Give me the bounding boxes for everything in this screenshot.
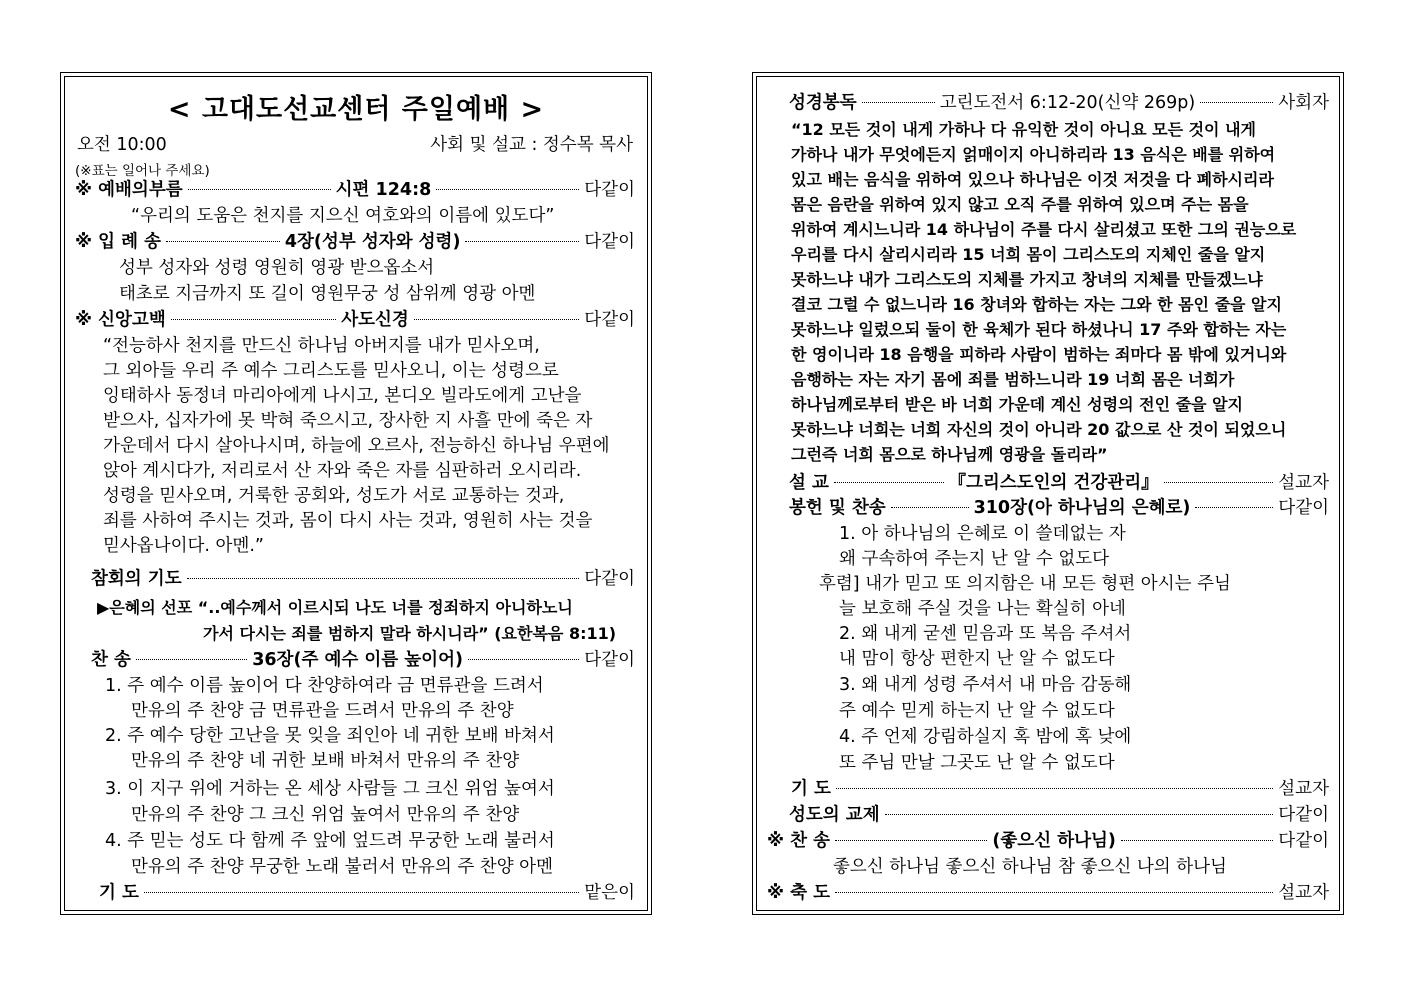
- creed-line: 잉태하사 동정녀 마리아에게 나시고, 본디오 빌라도에게 고난을: [103, 386, 582, 406]
- order-participant: 다같이: [584, 569, 635, 589]
- leader-dots: [136, 659, 247, 660]
- leader-dots: [1121, 840, 1273, 841]
- order-participant: 다같이: [584, 650, 635, 670]
- scripture-line: 그런즉 너희 몸으로 하나님께 영광을 돌리라”: [791, 445, 1108, 464]
- leader-dots: [836, 788, 1273, 789]
- leader-dots: [187, 578, 580, 579]
- order-participant: 다같이: [1278, 805, 1329, 825]
- leader-dots: [834, 482, 944, 483]
- offering-lyric-line: 내 맘이 항상 편한지 난 알 수 없도다: [839, 649, 1115, 669]
- order-participant: 설교자: [1278, 779, 1329, 799]
- scripture-line: 음행하는 자는 자기 몸에 죄를 범하느니라 19 너희 몸은 너희가: [791, 370, 1235, 389]
- leader-dots: [468, 659, 579, 660]
- service-leader: 사회 및 설교 : 정수목 목사: [430, 135, 633, 155]
- order-reference: 310장(아 하나님의 은혜로): [973, 498, 1191, 518]
- order-label: ※ 예배의부름: [75, 180, 183, 200]
- offering-lyric-line: 후렴] 내가 믿고 또 의지함은 내 모든 형편 아시는 주님: [819, 574, 1231, 594]
- offering-lyric-line: 3. 왜 내게 성령 주셔서 내 마음 감동해: [839, 675, 1132, 695]
- page-title: < 고대도선교센터 주일예배 >: [167, 94, 545, 125]
- hymn-lyric-line: 만유의 주 찬양 네 귀한 보배 바쳐서 만유의 주 찬양: [131, 751, 520, 771]
- order-prayer: [99, 881, 635, 906]
- offering-lyric-line: 4. 주 언제 강림하실지 혹 밤에 혹 낮에: [839, 727, 1132, 747]
- leader-dots: [436, 189, 579, 190]
- offering-lyric-line: 1. 아 하나님의 은혜로 이 쓸데없는 자: [839, 524, 1126, 544]
- offering-lyric-line: 또 주님 만날 그곳도 난 알 수 없도다: [839, 753, 1115, 773]
- creed-line: 받으사, 십자가에 못 박혀 죽으시고, 장사한 지 사흘 만에 죽은 자: [103, 411, 593, 431]
- creed-line: 앉아 계시다가, 저리로서 산 자와 죽은 자를 심판하러 오시리라.: [103, 461, 582, 481]
- order-offering: [789, 496, 1329, 521]
- scripture-line: 한 영이니라 18 음행을 피하라 사람이 범하는 죄마다 몸 밖에 있거니와: [791, 345, 1287, 364]
- sermon-title: 『그리스도인의 건강관리』: [948, 473, 1159, 493]
- order-label: 참회의 기도: [91, 569, 182, 589]
- standing-note: (※표는 일어나 주세요): [75, 163, 210, 179]
- creed-line: 믿사옵나이다. 아멘.”: [103, 536, 264, 556]
- order-label: 봉헌 및 찬송: [789, 498, 886, 518]
- entrance-lyric-line: 성부 성자와 성령 영원히 영광 받으옵소서: [119, 258, 435, 278]
- scripture-line: 몸은 음란을 위하여 있지 않고 오직 주를 위하여 있으며 주는 몸을: [791, 195, 1249, 214]
- creed-line: “전능하사 천지를 만드신 하나님 아버지를 내가 믿사오며,: [103, 336, 540, 356]
- order-label: 성경봉독: [789, 93, 857, 113]
- order-closing-hymn: [767, 829, 1329, 854]
- call-verse: “우리의 도움은 천지를 지으신 여호와의 이름에 있도다”: [131, 206, 555, 226]
- order-participant: 다같이: [584, 232, 635, 252]
- scripture-line: “12 모든 것이 내게 가하나 다 유익한 것이 아니요 모든 것이 내게: [791, 120, 1256, 139]
- grace-declaration-cont: 가서 다시는 죄를 범하지 말라 하시니라” (요한복음 8:11): [203, 624, 617, 643]
- order-call-to-worship: [75, 178, 635, 203]
- order-reference: 시편 124:8: [335, 180, 432, 200]
- leader-dots: [144, 892, 579, 893]
- scripture-line: 우리를 다시 살리시리라 15 너희 몸이 그리스도의 지체인 줄을 알지: [791, 245, 1266, 264]
- order-reference: 사도신경: [341, 310, 409, 330]
- leader-dots: [1195, 507, 1273, 508]
- scripture-line: 결코 그럴 수 없느니라 16 창녀와 합하는 자는 그와 한 몸인 줄을 알지: [791, 295, 1282, 314]
- service-time: 오전 10:00: [77, 135, 167, 155]
- offering-lyric-line: 주 예수 믿게 하는지 난 알 수 없도다: [839, 701, 1115, 721]
- order-label: ※ 축 도: [767, 883, 831, 903]
- order-label: 찬 송: [91, 650, 131, 670]
- order-creed: [75, 308, 635, 333]
- order-reference: 36장(주 예수 이름 높이어): [252, 650, 463, 670]
- order-participant: 설교자: [1278, 883, 1329, 903]
- creed-line: 죄를 사하여 주시는 것과, 몸이 다시 사는 것과, 영원히 사는 것을: [103, 511, 593, 531]
- leader-dots: [862, 102, 935, 103]
- leader-dots: [465, 241, 579, 242]
- scripture-line: 위하여 계시느니라 14 하나님이 주를 다시 살리셨고 또한 그의 권능으로: [791, 220, 1297, 239]
- scripture-line: 못하느냐 내가 그리스도의 지체를 가지고 창녀의 지체를 만들겠느냐: [791, 270, 1263, 289]
- order-label: 기 도: [791, 779, 831, 799]
- hymn-lyric-line: 만유의 주 찬양 그 크신 위엄 높여서 만유의 주 찬양: [131, 805, 520, 825]
- leader-dots: [188, 189, 331, 190]
- order-participant: 다같이: [1278, 831, 1330, 851]
- hymn-lyric-line: 3. 이 지구 위에 거하는 온 세상 사람들 그 크신 위엄 높여서: [105, 779, 555, 799]
- order-label: ※ 신앙고백: [75, 310, 166, 330]
- creed-line: 그 외아들 우리 주 예수 그리스도를 믿사오니, 이는 성령으로: [103, 361, 559, 381]
- hymn-lyric-line: 4. 주 믿는 성도 다 함께 주 앞에 엎드려 무궁한 노래 불러서: [105, 831, 555, 851]
- leader-dots: [835, 892, 1273, 893]
- order-repentance: [91, 567, 635, 592]
- leader-dots: [835, 840, 987, 841]
- order-reference: 4장(성부 성자와 성령): [284, 232, 461, 252]
- leader-dots: [171, 319, 336, 320]
- scripture-line: 있고 배는 음식을 위하여 있으나 하나님은 이것 저것을 다 폐하시리라: [791, 170, 1274, 189]
- grace-declaration: ▶은혜의 선포 “..예수께서 이르시되 나도 너를 정죄하지 아니하노니: [97, 598, 573, 617]
- offering-lyric-line: 2. 왜 내게 굳센 믿음과 또 복음 주셔서: [839, 624, 1132, 644]
- hymn-lyric-line: 1. 주 예수 이름 높이어 다 찬양하여라 금 면류관을 드려서: [105, 676, 544, 696]
- leader-dots: [166, 241, 280, 242]
- right-bulletin-page: [752, 72, 1344, 915]
- scripture-line: 하나님께로부터 받은 바 너희 가운데 계신 성령의 전인 줄을 알지: [791, 395, 1243, 414]
- offering-lyric-line: 늘 보호해 주실 것을 나는 확실히 아네: [839, 599, 1126, 619]
- scripture-line: 못하느냐 너희는 너희 자신의 것이 아니라 20 값으로 산 것이 되었으니: [791, 420, 1287, 439]
- order-label: 성도의 교제: [789, 805, 880, 825]
- order-participant: 다같이: [1278, 498, 1330, 518]
- order-fellowship: [789, 803, 1329, 828]
- order-benediction: [767, 881, 1329, 906]
- left-bulletin-page: [60, 72, 652, 915]
- scripture-line: 가하나 내가 무엇에든지 얽매이지 아니하리라 13 음식은 배를 위하여: [791, 145, 1276, 164]
- order-entrance-hymn: [75, 230, 635, 255]
- order-reference: (좋으신 하나님): [992, 831, 1116, 851]
- order-participant: 사회자: [1278, 93, 1330, 113]
- order-reference: 고린도전서 6:12-20(신약 269p): [939, 93, 1196, 113]
- order-prayer: [791, 777, 1329, 802]
- leader-dots: [414, 319, 579, 320]
- order-label: 기 도: [99, 883, 139, 903]
- creed-line: 성령을 믿사오며, 거룩한 공회와, 성도가 서로 교통하는 것과,: [103, 486, 565, 506]
- closing-hymn-lyric: 좋으신 하나님 좋으신 하나님 참 좋으신 나의 하나님: [833, 857, 1227, 877]
- order-hymn: [91, 648, 635, 673]
- order-participant: 다같이: [584, 310, 636, 330]
- hymn-lyric-line: 만유의 주 찬양 금 면류관을 드려서 만유의 주 찬양: [131, 701, 514, 721]
- hymn-lyric-line: 2. 주 예수 당한 고난을 못 잊을 죄인아 네 귀한 보배 바쳐서: [105, 726, 555, 746]
- order-sermon: [789, 471, 1329, 496]
- leader-dots: [885, 814, 1274, 815]
- leader-dots: [1200, 102, 1273, 103]
- offering-lyric-line: 왜 구속하여 주는지 난 알 수 없도다: [839, 549, 1110, 569]
- entrance-lyric-line: 태초로 지금까지 또 길이 영원무궁 성 삼위께 영광 아멘: [119, 284, 536, 304]
- order-label: ※ 찬 송: [767, 831, 831, 851]
- order-participant: 설교자: [1278, 473, 1329, 493]
- order-participant: 맡은이: [584, 883, 635, 903]
- creed-line: 가운데서 다시 살아나시며, 하늘에 오르사, 전능하신 하나님 우편에: [103, 436, 610, 456]
- order-participant: 다같이: [584, 180, 635, 200]
- order-label: 설 교: [789, 473, 829, 493]
- leader-dots: [891, 507, 969, 508]
- order-scripture-reading: [789, 91, 1329, 116]
- leader-dots: [1164, 482, 1274, 483]
- scripture-line: 못하느냐 일렀으되 둘이 한 육체가 된다 하셨나니 17 주와 합하는 자는: [791, 320, 1287, 339]
- hymn-lyric-line: 만유의 주 찬양 무궁한 노래 불러서 만유의 주 찬양 아멘: [131, 857, 553, 877]
- order-label: ※ 입 례 송: [75, 232, 162, 252]
